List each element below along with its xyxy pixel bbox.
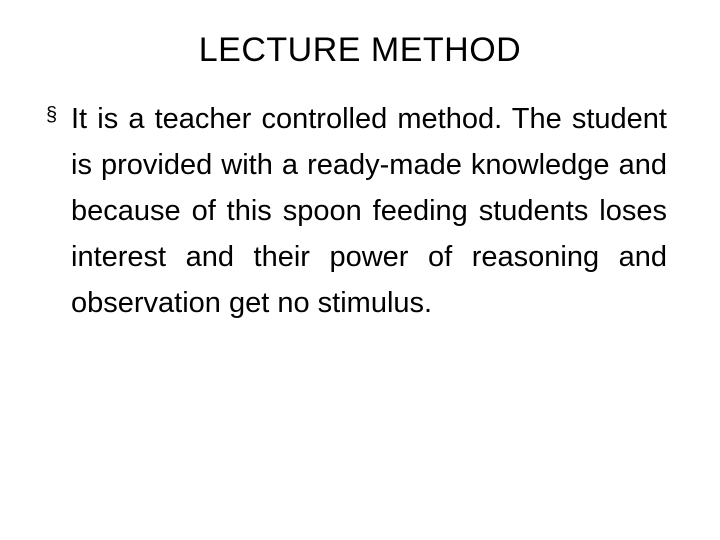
bullet-marker-icon: §	[46, 104, 58, 126]
bullet-text: It is a teacher controlled method. The student is provided with a ready-made knowledge and because of this spoon feeding students loses interest and their power of reasoning and observation get no stimulus.	[71, 103, 667, 319]
bullet-item	[46, 96, 666, 326]
slide-title: LECTURE METHOD	[198, 31, 522, 69]
